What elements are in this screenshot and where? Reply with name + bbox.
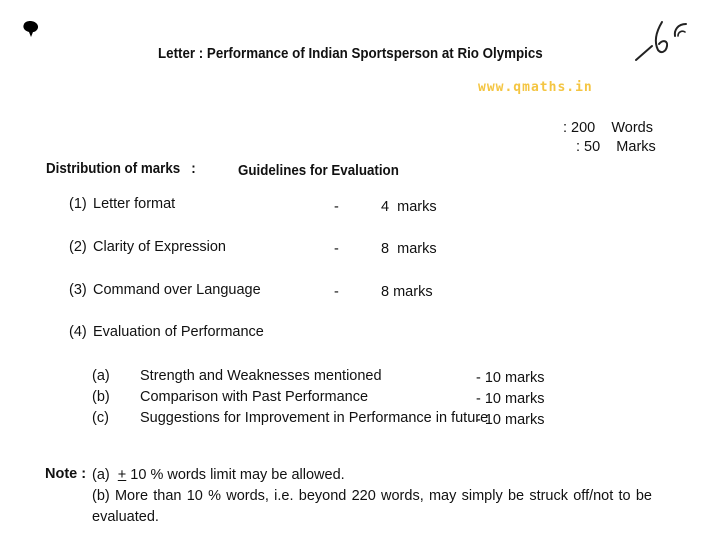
criterion-dash: -	[334, 284, 339, 300]
document-title: Letter : Performance of Indian Sportsperson at Rio Olympics	[158, 46, 543, 62]
criterion-number: (4)	[69, 324, 87, 340]
criterion-label: Command over Language	[93, 282, 261, 298]
sub-criterion-marks: - 10 marks	[476, 412, 545, 428]
sub-criterion-marks: - 10 marks	[476, 391, 545, 407]
criterion-number: (2)	[69, 239, 87, 255]
criterion-dash: -	[334, 241, 339, 257]
word-limit: : 200 Words	[563, 120, 653, 136]
ink-blot-mark	[20, 18, 44, 40]
criterion-label: Evaluation of Performance	[93, 324, 264, 340]
note-a-text: 10 % words limit may be allowed.	[130, 467, 345, 483]
sub-criterion-marks: - 10 marks	[476, 370, 545, 386]
criterion-marks: 8 marks	[381, 241, 437, 257]
sub-criterion-label: Strength and Weaknesses mentioned	[140, 368, 382, 384]
criterion-marks: 4 marks	[381, 199, 437, 215]
sub-criterion-label: Comparison with Past Performance	[140, 389, 369, 405]
criterion-marks: 8 marks	[381, 284, 433, 300]
criterion-label: Letter format	[93, 196, 176, 212]
watermark-url: www.qmaths.in	[478, 80, 593, 95]
note-a-plusminus: +	[117, 467, 127, 483]
note-a-prefix: (a)	[92, 467, 110, 483]
note-item-b: (b) More than 10 % words, i.e. beyond 220 words, may simply be struck off/not to be evaluated.	[92, 488, 652, 525]
guidelines-heading: Guidelines for Evaluation	[238, 163, 399, 179]
distribution-heading: Distribution of marks :	[46, 161, 196, 177]
criterion-dash: -	[334, 199, 339, 215]
sub-criterion-number: (b)	[92, 389, 110, 405]
total-marks: : 50 Marks	[576, 139, 656, 155]
criterion-number: (3)	[69, 282, 87, 298]
note-item-a	[92, 467, 345, 483]
criterion-number: (1)	[69, 196, 87, 212]
sub-criterion-number: (c)	[92, 410, 109, 426]
handwritten-page-number	[630, 14, 690, 66]
criterion-label: Clarity of Expression	[93, 239, 226, 255]
note-label: Note :	[45, 466, 87, 482]
sub-criterion-number: (a)	[92, 368, 110, 384]
sub-criterion-label: Suggestions for Improvement in Performance in future	[140, 410, 489, 426]
